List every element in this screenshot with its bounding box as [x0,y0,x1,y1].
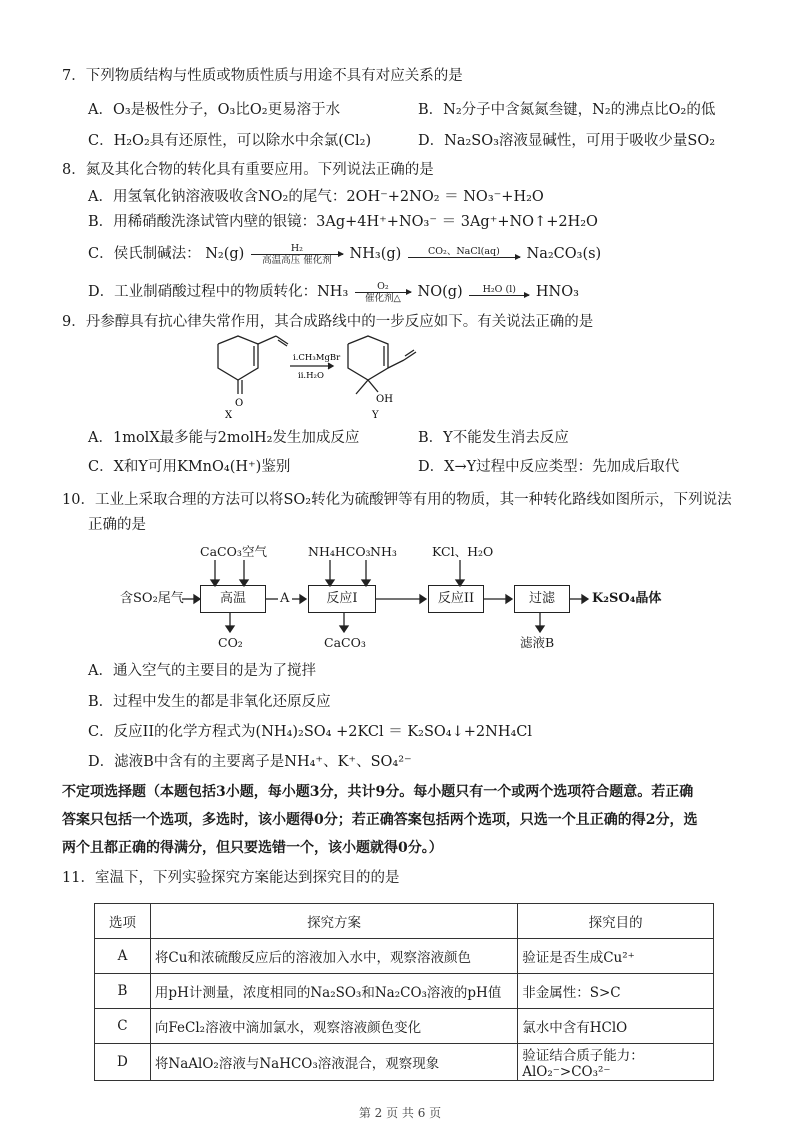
q8-d-arrow2 [469,284,529,296]
section-instructions-line2: 答案只包括一个选项，多选时，该小题得0分；若正确答案包括两个选项，只选一个且正确的得2分，选 [62,812,698,828]
q8-d-arrow1-bottom: 催化剂△ [364,292,401,304]
table-cell-method: 用pH计测量，浓度相同的Na₂SO₃和Na₂CO₃溶液的pH值 [150,974,517,1009]
q9-option-a: A．1molX最多能与2molH₂发生加成反应 [88,430,360,446]
table-header: 探究目的 [518,904,714,939]
section-instructions-line1: 不定项选择题（本题包括3小题，每小题3分，共计9分。每小题只有一个或两个选项符合题意。若正确 [62,784,694,800]
table-cell-option: A [95,939,151,974]
table-header-row [95,904,714,939]
q8-option-b: B．用稀硝酸洗涤试管内壁的银镜：3Ag+4H⁺+NO₃⁻ ＝ 3Ag⁺+NO↑+2H₂O [88,214,598,230]
table-cell-purpose: 非金属性：S>C [518,974,714,1009]
table-cell-option: C [95,1009,151,1044]
table-row [95,1044,714,1081]
q8-stem: 8．氮及其化合物的转化具有重要应用。下列说法正确的是 [62,162,434,178]
y-oh-bond [368,380,378,392]
q10-option-c: C．反应II的化学方程式为(NH₄)₂SO₄ +2KCl ＝ K₂SO₄↓+2NH₄Cl [88,724,533,740]
q8-c-arrow2-top: CO₂、NaCl(aq) [428,246,500,257]
flow-box-reaction-2: 反应II [428,585,484,613]
flow-input-nh4hco3: NH₄HCO₃ [308,544,371,559]
q7-stem: 7．下列物质结构与性质或物质性质与用途不具有对应关系的是 [62,68,463,84]
q8-option-d [88,276,579,308]
flow-feed: 含SO₂尾气 [120,591,184,606]
q8-c-arrow1 [251,243,343,266]
table-cell-option: D [95,1044,151,1081]
q10-option-b: B．过程中发生的都是非氧化还原反应 [88,694,331,710]
q8-c-intermediate: NH₃(g) [349,246,402,262]
flow-box-high-temp: 高温 [200,585,266,613]
flow-input-kcl-h2o: KCl、H₂O [432,544,494,559]
table-header: 探究方案 [150,904,517,939]
q9-reaction-scheme [190,330,430,422]
flow-input-nh3: NH₃ [370,544,397,559]
table-header: 选项 [95,904,151,939]
q7-option-a: A．O₃是极性分子，O₃比O₂更易溶于水 [88,102,341,118]
table-cell-method: 将NaAlO₂溶液与NaHCO₃溶液混合，观察现象 [150,1044,517,1081]
section-instructions-line3: 两个且都正确的得满分，但只要选错一个，该小题就得0分。） [62,840,443,856]
q8-c-reactant: N₂(g) [205,246,245,262]
page-footer: 第 2 页 共 6 页 [358,1106,442,1120]
q9-option-c: C．X和Y可用KMnO₄(H⁺)鉴别 [88,459,291,475]
flow-output-co2: CO₂ [218,635,243,650]
q10-stem-line2: 正确的是 [88,517,146,533]
q8-c-product: Na₂CO₃(s) [526,246,602,262]
flow-box-reaction-1: 反应I [308,585,376,613]
q8-option-a: A．用氢氧化钠溶液吸收含NO₂的尾气：2OH⁻+2NO₂ ＝ NO₃⁻+H₂O [88,189,544,205]
table-cell-method: 将Cu和浓硫酸反应后的溶液加入水中，观察溶液颜色 [150,939,517,974]
q9-option-d: D．X→Y过程中反应类型：先加成后取代 [418,459,680,475]
q8-d-product: HNO₃ [535,284,579,300]
q8-d-arrow2-top: H₂O (l) [482,284,516,295]
flow-output-caco3: CaCO₃ [324,635,366,650]
q10-option-a: A．通入空气的主要目的是为了搅拌 [88,663,316,679]
flow-box-filter: 过滤 [514,585,570,613]
x-label: X [225,410,233,421]
x-ring [218,336,258,380]
flow-input-caco3: CaCO₃ [200,544,242,559]
x-oxygen-label: O [235,398,244,409]
y-vinyl-bond [388,360,404,368]
table-row [95,1009,714,1044]
q7-option-d: D．Na₂SO₃溶液显碱性，可用于吸收少量SO₂ [418,133,716,149]
y-ring [348,336,388,380]
q9-option-b: B．Y不能发生消去反应 [418,430,569,446]
q8-option-c [88,238,601,270]
table-cell-option: B [95,974,151,1009]
q10-stem-line1: 10．工业上采取合理的方法可以将SO₂转化为硫酸钾等有用的物质，其一种转化路线如图所示，下列说法 [62,492,732,508]
y-oh-label: OH [376,394,393,405]
y-methyl-bond [356,380,368,394]
flow-output-filtrate-b: 滤液B [520,635,555,650]
table-cell-purpose: 验证是否生成Cu²⁺ [518,939,714,974]
table-cell-method: 向FeCl₂溶液中滴加氯水，观察溶液颜色变化 [150,1009,517,1044]
q10-option-d: D．滤液B中含有的主要离子是NH₄⁺、K⁺、SO₄²⁻ [88,754,412,770]
q8-d-prefix: D．工业制硝酸过程中的物质转化：NH₃ [88,284,349,300]
q8-d-arrow1 [355,281,411,304]
q7-option-c: C．H₂O₂具有还原性，可以除水中余氯(Cl₂) [88,133,372,149]
flow-product: K₂SO₄晶体 [592,591,662,606]
table-cell-purpose: 氯水中含有HClO [518,1009,714,1044]
q8-c-prefix: C．侯氏制碱法： [88,246,201,262]
y-label: Y [372,410,379,421]
q8-d-intermediate: NO(g) [417,284,463,300]
q9-stem: 9．丹参醇具有抗心律失常作用，其合成路线中的一步反应如下。有关说法正确的是 [62,314,594,330]
q11-stem: 11．室温下，下列实验探究方案能达到探究目的的是 [62,870,400,886]
q9-reagent-2: ii.H₂O [298,371,324,381]
q9-reagent-1: i.CH₃MgBr [293,353,341,363]
q8-c-arrow2 [408,246,520,258]
q8-c-arrow1-bottom: 高温高压 催化剂 [262,254,332,266]
q11-table [94,903,714,1081]
table-cell-purpose: 验证结合质子能力：AlO₂⁻>CO₃²⁻ [518,1044,714,1081]
x-vinyl-bond [258,336,276,344]
flow-intermediate-a: A [280,591,290,606]
q7-option-b: B．N₂分子中含氮氮叁键，N₂的沸点比O₂的低 [418,102,716,118]
q8-d-arrow1-top: O₂ [377,280,389,292]
flow-input-air: 空气 [242,544,268,559]
table-row [95,974,714,1009]
q10-flow-diagram [120,538,720,656]
table-row [95,939,714,974]
q8-c-arrow1-top: H₂ [290,242,303,254]
